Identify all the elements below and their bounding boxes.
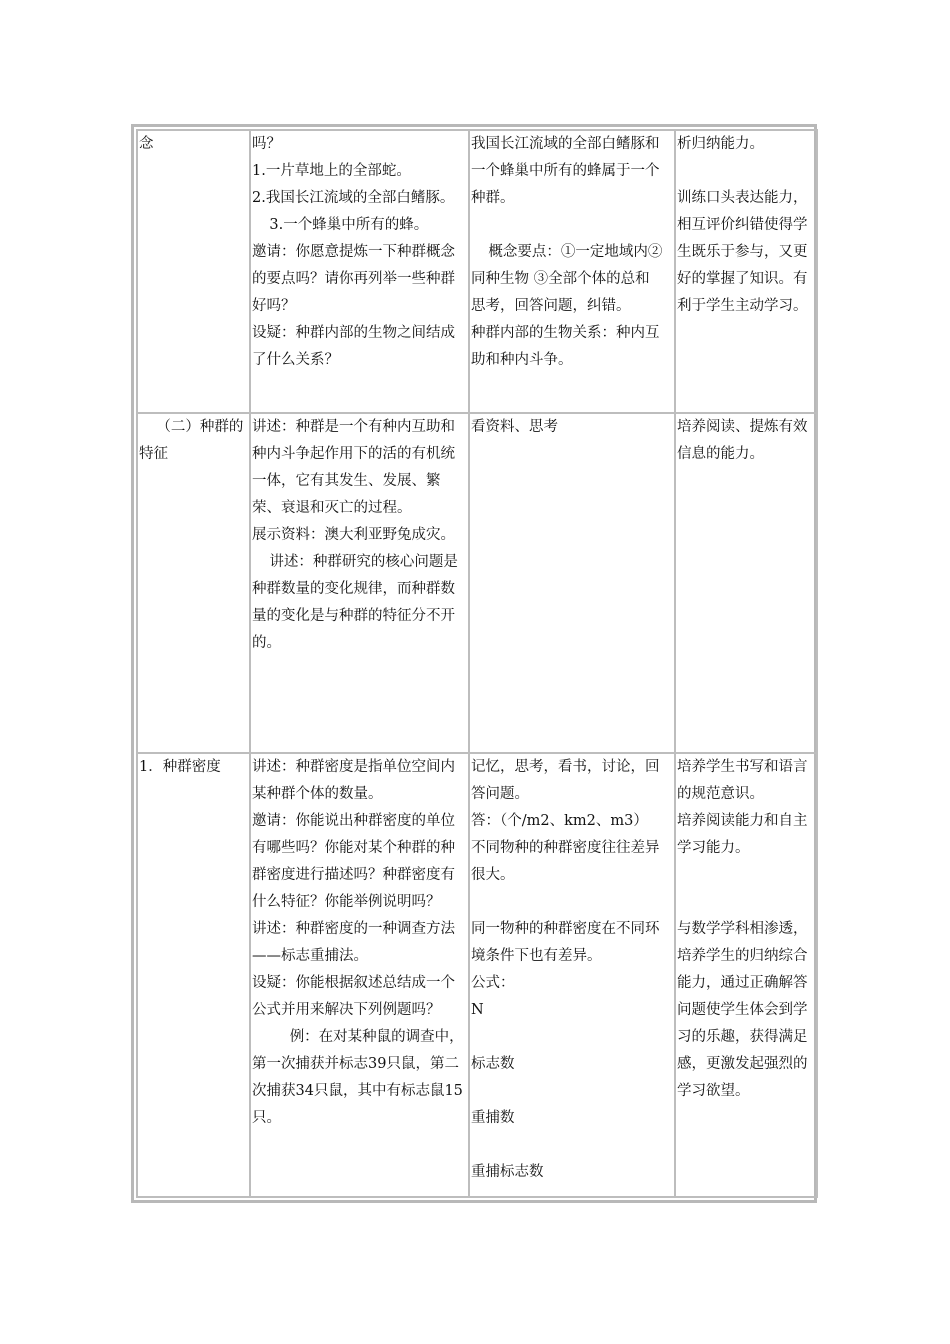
cell-section <box>137 413 250 753</box>
cell-text: 同一物种的种群密度在不同环境条件下也有差异。 <box>471 921 660 964</box>
cell-text: 设疑：你能根据叙述总结成一个公式并用来解决下列例题吗？ <box>252 975 455 1018</box>
cell-text: 3.一个蜂巢中所有的蜂。 <box>269 217 429 233</box>
cell-text: 析归纳能力。 <box>677 136 764 152</box>
cell-text: 培养阅读能力和自主学习能力。 <box>677 813 808 856</box>
cell-design-intent <box>675 413 817 753</box>
lesson-plan-table-frame <box>131 124 817 1203</box>
cell-teacher-activity <box>250 753 469 1197</box>
cell-text: 思考，回答问题，纠错。 <box>471 298 631 314</box>
formula-marked: 标志数 <box>471 1056 515 1072</box>
cell-text: 公式： <box>471 975 515 991</box>
table-row-concept <box>137 130 817 413</box>
cell-text: 1．种群密度 <box>139 759 221 775</box>
cell-text: 看资料、思考 <box>471 419 558 435</box>
cell-text: 讲述：种群密度是指单位空间内某种群个体的数量。 <box>252 759 455 802</box>
cell-text: 培养学生书写和语言的规范意识。 <box>677 759 808 802</box>
cell-text: 我国长江流域的全部白鳍豚和一个蜂巢中所有的蜂属于一个种群。 <box>471 136 660 206</box>
table-row-population-features <box>137 413 817 753</box>
formula-recaptured-marked: 重捕标志数 <box>471 1164 544 1180</box>
cell-text: 例：在对某种鼠的调查中，第一次捕获并标志39只鼠，第二次捕获34只鼠，其中有标志鼠15只。 <box>252 1029 464 1126</box>
cell-section <box>137 753 250 1197</box>
table-row-population-density <box>137 753 817 1197</box>
formula-recaptured: 重捕数 <box>471 1110 515 1126</box>
cell-design-intent <box>675 130 817 413</box>
cell-text: 概念要点：①一定地域内②同种生物 ③全部个体的总和 <box>471 244 663 287</box>
formula-n: N <box>471 1002 484 1018</box>
cell-text: 讲述：种群是一个有种内互助和种内斗争起作用下的活的有机统一体，它有其发生、发展、繁荣、衰退和灭亡的过程。 <box>252 419 455 516</box>
cell-text: 训练口头表达能力，相互评价纠错使得学生既乐于参与，又更好的掌握了知识。有利于学生主动学习。 <box>677 190 808 314</box>
cell-student-activity <box>469 130 675 413</box>
cell-text: 吗？ <box>252 136 281 152</box>
cell-text: 记忆，思考，看书，讨论，回答问题。 <box>471 759 660 802</box>
lesson-plan-table <box>136 129 818 1198</box>
cell-text: 展示资料：澳大利亚野兔成灾。 <box>252 527 455 543</box>
cell-design-intent <box>675 753 817 1197</box>
cell-teacher-activity <box>250 413 469 753</box>
cell-text: 答：（个/m2、km2、m3） <box>471 813 648 829</box>
cell-section <box>137 130 250 413</box>
cell-text: （二）种群的特征 <box>139 419 244 462</box>
cell-student-activity <box>469 753 675 1197</box>
cell-text: 邀请：你愿意提炼一下种群概念的要点吗？请你再列举一些种群好吗？ <box>252 244 455 314</box>
cell-student-activity <box>469 413 675 753</box>
cell-text: 念 <box>139 136 154 152</box>
cell-text: 培养阅读、提炼有效信息的能力。 <box>677 419 808 462</box>
cell-text: 讲述：种群研究的核心问题是种群数量的变化规律，而种群数量的变化是与种群的特征分不开的。 <box>252 554 458 651</box>
cell-text: 2.我国长江流域的全部白鳍豚。 <box>252 190 455 206</box>
cell-text: 种群内部的生物关系：种内互助和种内斗争。 <box>471 325 660 368</box>
cell-text: 邀请：你能说出种群密度的单位有哪些吗？你能对某个种群的种群密度进行描述吗？种群密度有什么特征？你能举例说明吗？ <box>252 813 455 910</box>
cell-text: 与数学学科相渗透，培养学生的归纳综合能力，通过正确解答问题使学生体会到学习的乐趣，获得满足感，更激发起强烈的学习欲望。 <box>677 921 808 1099</box>
cell-text: 设疑：种群内部的生物之间结成了什么关系？ <box>252 325 455 368</box>
cell-text: 1.一片草地上的全部蛇。 <box>252 163 411 179</box>
cell-text: 讲述：种群密度的一种调查方法——标志重捕法。 <box>252 921 455 964</box>
cell-teacher-activity <box>250 130 469 413</box>
cell-text: 不同物种的种群密度往往差异很大。 <box>471 840 660 883</box>
